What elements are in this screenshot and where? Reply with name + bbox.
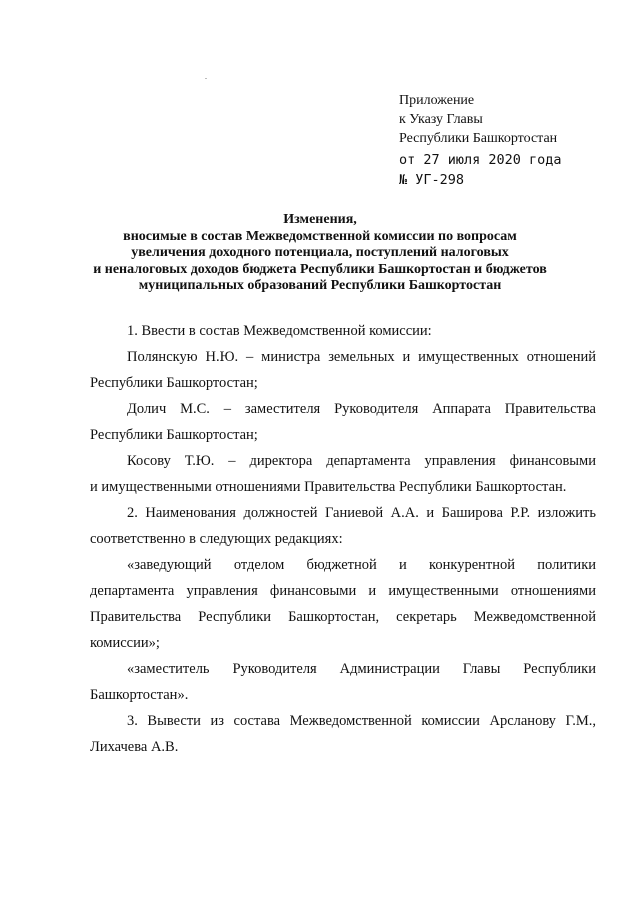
paragraph-5-line-1: 2. Наименования должностей Ганиевой А.А. и Баширова Р.Р. изложить <box>127 505 596 521</box>
paragraph-1: 1. Ввести в состав Межведомственной комиссии: <box>127 323 432 339</box>
paragraph-6-line-3: Правительства Республики Башкортостан, секретарь Межведомственной <box>90 609 596 625</box>
paragraph-2-line-1: Полянскую Н.Ю. – министра земельных и имущественных отношений <box>127 349 596 365</box>
title-line-4: и неналоговых доходов бюджета Республики Башкортостан и бюджетов <box>93 261 547 277</box>
decree-date: от 27 июля 2020 года <box>399 152 562 168</box>
paragraph-8-line-2: Лихачева А.В. <box>90 739 179 755</box>
paragraph-5-line-2: соответственно в следующих редакциях: <box>90 531 343 547</box>
paragraph-6-line-2: департамента управления финансовыми и имущественными отношениями <box>90 583 596 599</box>
appendix-line-3: Республики Башкортостан <box>399 131 558 146</box>
decree-stamp <box>399 150 562 190</box>
document-title <box>60 212 580 295</box>
paragraph-2-line-2: Республики Башкортостан; <box>90 375 258 391</box>
paragraph-6-line-4: комиссии»; <box>90 635 160 651</box>
title-line-1: Изменения, <box>283 212 357 227</box>
appendix-line-2: к Указу Главы <box>399 112 483 127</box>
appendix-header <box>399 91 557 148</box>
paragraph-7-line-1: «заместитель Руководителя Администрации Главы Республики <box>127 661 596 677</box>
title-line-3: увеличения доходного потенциала, поступлений налоговых <box>131 245 509 260</box>
scan-speck <box>205 78 207 79</box>
paragraph-3-line-2: Республики Башкортостан; <box>90 427 258 443</box>
title-line-5: муниципальных образований Республики Башкортостан <box>138 278 502 293</box>
appendix-line-1: Приложение <box>399 93 475 108</box>
paragraph-6-line-1: «заведующий отделом бюджетной и конкурентной политики <box>127 557 596 573</box>
paragraph-8-line-1: 3. Вывести из состава Межведомственной комиссии Арсланову Г.М., <box>127 713 596 729</box>
paragraph-7-line-2: Башкортостан». <box>90 687 189 703</box>
paragraph-4-line-1: Косову Т.Ю. – директора департамента управления финансовыми <box>127 453 596 469</box>
title-line-2: вносимые в состав Межведомственной комиссии по вопросам <box>123 228 517 244</box>
paragraph-3-line-1: Долич М.С. – заместителя Руководителя Аппарата Правительства <box>127 401 596 417</box>
document-body <box>90 318 596 760</box>
paragraph-4-line-2: и имущественными отношениями Правительства Республики Башкортостан. <box>90 479 567 495</box>
decree-number: № УГ-298 <box>399 172 465 188</box>
